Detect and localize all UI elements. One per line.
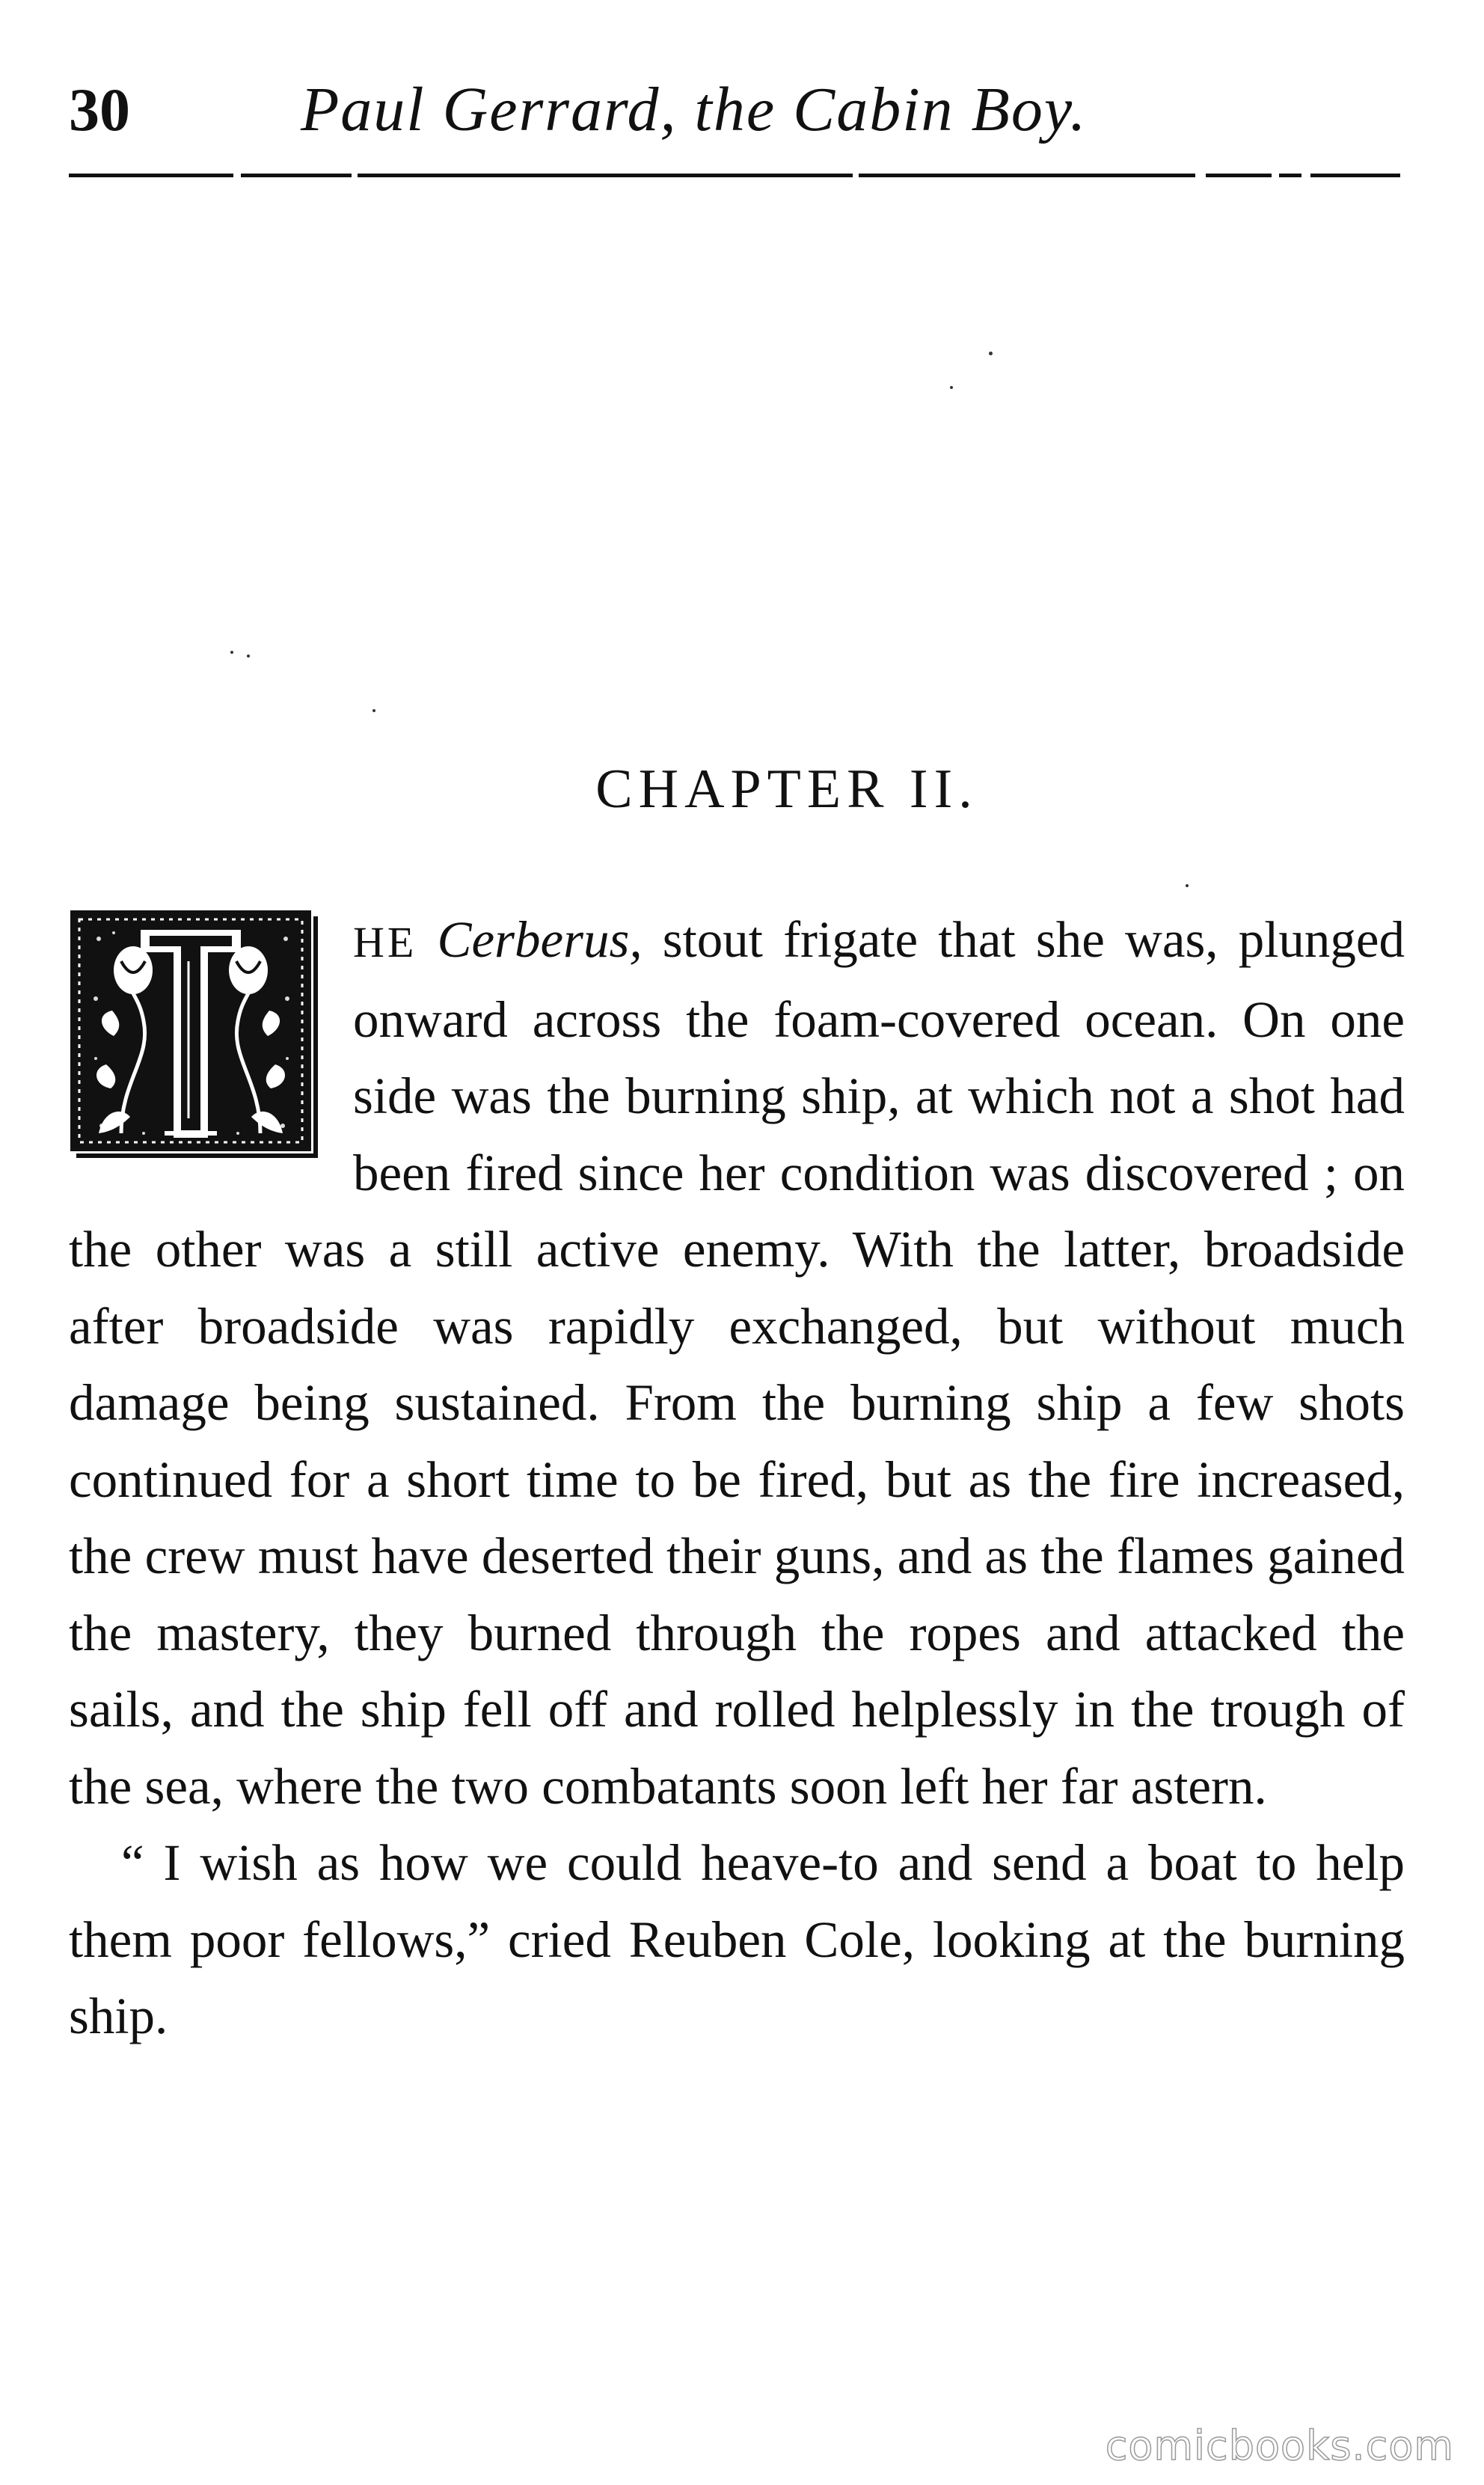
print-speck [230,651,233,654]
print-speck [372,709,375,712]
lead-caps: HE [353,918,417,966]
print-speck [1186,884,1189,887]
chapter-text [69,901,1405,2055]
header-rule-gap [1272,172,1279,179]
watermark: comicbooks.com [1105,2422,1454,2469]
running-head [69,69,1400,151]
running-title: Paul Gerrard, the Cabin Boy. [301,75,1088,144]
ornamental-drop-cap-icon [69,909,323,1163]
ship-name: Cerberus, [437,911,643,968]
chapter-heading: CHAPTER II. [595,759,978,820]
header-rule-gap [352,172,358,179]
header-rule-gap [233,172,241,179]
drop-cap [69,909,323,1163]
print-speck [950,386,953,389]
header-rule-gap [1301,172,1310,179]
header-rule-gap [853,172,859,179]
paragraph-text: stout frigate that she was, plunged onward across the foam-covered ocean. On one side was the burning ship, at which not a shot had been fired since her condition was discovered ; on the other was a still active enemy. With the latter, broadside after broadside was rapidly exchanged, but without much damage being sustained. From the burning ship a few shots continued for a short time to be fired, but as the fire increased, the crew must have deserted their guns, and as the flames gained the mastery, they burned through the ropes and attacked the sails, and the ship fell off and rolled helplessly in the trough of the sea, where the two combatants soon left her far astern. [69,911,1405,1815]
print-speck [989,352,993,355]
print-speck [247,655,250,658]
header-rule-gap [1195,172,1206,179]
paragraph: “ I wish as how we could heave-to and send a boat to help them poor fellows,” cried Reuben Cole, looking at the burning ship. [69,1834,1405,2044]
page-number: 30 [69,76,130,144]
